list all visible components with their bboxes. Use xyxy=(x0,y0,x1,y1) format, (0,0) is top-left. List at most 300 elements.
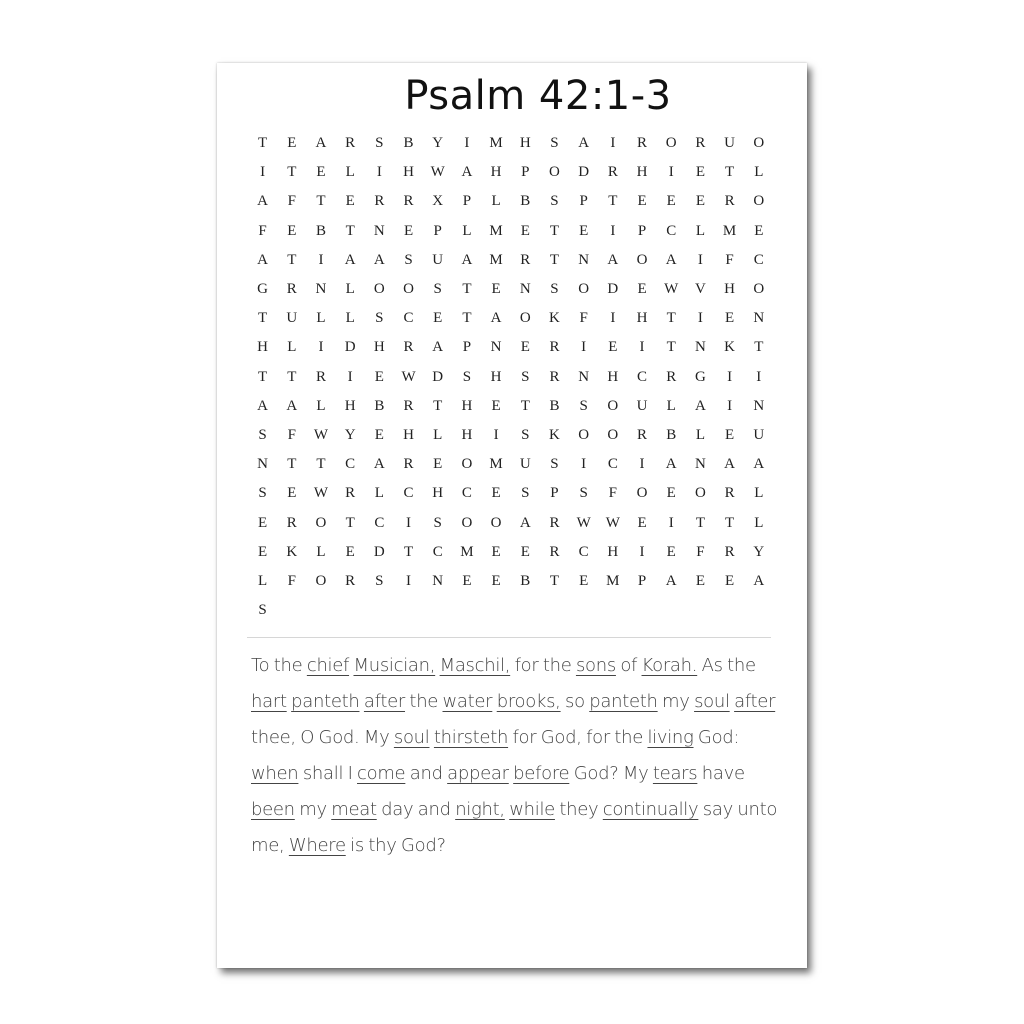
grid-letter: E xyxy=(754,222,764,239)
grid-letter: E xyxy=(491,543,501,560)
grid-letter: A xyxy=(724,456,736,473)
grid-letter: L xyxy=(433,426,443,443)
grid-letter: S xyxy=(258,426,267,443)
hidden-word: living xyxy=(647,727,694,748)
grid-letter: T xyxy=(666,310,676,327)
hidden-word: Maschil, xyxy=(439,655,511,676)
hidden-word: panteth xyxy=(291,691,360,712)
passage-text: say unto me, xyxy=(251,799,778,856)
hidden-word: when xyxy=(251,763,299,784)
grid-letter: I xyxy=(756,368,762,385)
grid-letter: S xyxy=(258,485,267,502)
grid-letter: F xyxy=(287,193,296,210)
word-search-grid xyxy=(248,129,773,625)
grid-letter: O xyxy=(403,281,414,298)
grid-letter: E xyxy=(637,193,647,210)
grid-letter: T xyxy=(666,339,676,356)
grid-letter: T xyxy=(287,456,297,473)
grid-letter: A xyxy=(461,164,473,181)
grid-letter: E xyxy=(403,222,414,239)
grid-letter: D xyxy=(373,543,385,560)
hidden-word: appear xyxy=(447,763,509,784)
grid-letter: A xyxy=(461,251,473,268)
grid-letter: N xyxy=(753,397,765,414)
grid-letter: O xyxy=(753,135,765,152)
grid-letter: S xyxy=(550,135,559,152)
grid-letter: R xyxy=(637,135,648,152)
grid-letter: O xyxy=(636,251,648,268)
grid-letter: S xyxy=(521,485,530,502)
grid-letter: O xyxy=(315,514,327,531)
grid-letter: H xyxy=(403,426,414,443)
grid-letter: T xyxy=(549,572,560,589)
grid-letter: S xyxy=(579,485,588,502)
grid-letter: I xyxy=(493,426,499,443)
grid-letter: E xyxy=(608,339,618,356)
grid-letter: T xyxy=(462,281,472,298)
grid-letter: O xyxy=(578,426,590,443)
grid-letter: L xyxy=(258,572,268,589)
grid-letter: S xyxy=(433,514,442,531)
grid-letter: A xyxy=(257,397,269,414)
passage-text: the xyxy=(405,691,443,712)
grid-letter: W xyxy=(430,164,445,181)
grid-letter: N xyxy=(432,572,444,589)
grid-letter: T xyxy=(258,135,268,152)
passage-text: so xyxy=(560,691,590,712)
hidden-word: soul xyxy=(694,691,730,712)
grid-letter: M xyxy=(460,543,474,560)
grid-letter: D xyxy=(432,368,444,385)
grid-letter: H xyxy=(403,164,414,181)
grid-letter: N xyxy=(490,339,502,356)
grid-letter: B xyxy=(549,397,560,414)
grid-letter: A xyxy=(315,135,327,152)
grid-letter: A xyxy=(490,310,502,327)
grid-letter: R xyxy=(403,193,414,210)
grid-letter: A xyxy=(665,572,677,589)
grid-letter: T xyxy=(725,164,735,181)
grid-letter: F xyxy=(287,572,296,589)
grid-letter: O xyxy=(461,514,473,531)
grid-letter: V xyxy=(694,281,706,298)
grid-letter: R xyxy=(345,572,356,589)
grid-letter: B xyxy=(315,222,326,239)
grid-letter: E xyxy=(462,572,472,589)
grid-letter: R xyxy=(724,485,735,502)
grid-letter: A xyxy=(578,135,590,152)
grid-letter: R xyxy=(374,193,385,210)
grid-letter: O xyxy=(461,456,473,473)
grid-letter: T xyxy=(549,251,560,268)
grid-letter: I xyxy=(639,543,645,560)
hidden-word: Korah. xyxy=(641,655,698,676)
grid-letter: E xyxy=(287,135,297,152)
grid-letter: H xyxy=(490,368,502,385)
grid-letter: N xyxy=(578,368,590,385)
grid-letter: O xyxy=(490,514,502,531)
grid-letter: K xyxy=(724,339,736,356)
grid-letter: B xyxy=(403,135,414,152)
passage-text: have xyxy=(697,763,745,784)
grid-letter: T xyxy=(287,368,297,385)
grid-letter: Y xyxy=(344,426,356,443)
grid-letter: O xyxy=(694,485,706,502)
passage-text: To the xyxy=(251,655,307,676)
hidden-word: tears xyxy=(652,763,698,784)
grid-letter: R xyxy=(549,339,560,356)
grid-letter: T xyxy=(258,310,268,327)
grid-letter: I xyxy=(668,164,674,181)
grid-letter: K xyxy=(549,426,560,443)
grid-letter: U xyxy=(753,426,765,443)
grid-letter: F xyxy=(725,251,734,268)
passage-text: As the xyxy=(697,655,756,676)
grid-letter: W xyxy=(313,426,329,443)
grid-letter: A xyxy=(665,456,677,473)
grid-letter: N xyxy=(753,310,765,327)
grid-letter: E xyxy=(345,543,355,560)
grid-letter: E xyxy=(433,456,443,473)
grid-letter: O xyxy=(636,485,648,502)
grid-letter: N xyxy=(694,456,706,473)
passage-text: they xyxy=(554,799,603,820)
grid-letter: A xyxy=(257,193,269,210)
grid-letter: C xyxy=(432,543,443,560)
grid-letter: H xyxy=(344,397,356,414)
grid-letter: A xyxy=(665,251,677,268)
grid-letter: N xyxy=(257,456,269,473)
grid-letter: U xyxy=(519,456,531,473)
grid-letter: S xyxy=(404,251,413,268)
grid-letter: L xyxy=(345,310,355,327)
grid-letter: T xyxy=(258,368,268,385)
passage-text: thee, O God. My xyxy=(251,727,394,748)
hidden-word: water xyxy=(442,691,493,712)
grid-letter: E xyxy=(695,164,705,181)
grid-letter: D xyxy=(344,339,356,356)
grid-letter: I xyxy=(727,368,733,385)
grid-letter: E xyxy=(725,310,735,327)
worksheet-page xyxy=(217,63,807,968)
grid-letter: I xyxy=(376,164,382,181)
grid-letter: C xyxy=(578,543,589,560)
hidden-word: meat xyxy=(331,799,377,820)
passage-text: of xyxy=(615,655,642,676)
grid-letter: W xyxy=(605,514,620,531)
grid-letter: B xyxy=(666,426,677,443)
grid-letter: N xyxy=(519,281,531,298)
grid-letter: S xyxy=(375,572,384,589)
grid-letter: O xyxy=(315,572,327,589)
grid-letter: W xyxy=(664,281,679,298)
grid-letter: G xyxy=(257,281,269,298)
grid-letter: R xyxy=(724,543,735,560)
grid-letter: L xyxy=(491,193,501,210)
grid-letter: U xyxy=(432,251,444,268)
grid-letter: I xyxy=(668,514,674,531)
passage-text: shall I xyxy=(298,763,358,784)
grid-letter: A xyxy=(607,251,619,268)
grid-letter: W xyxy=(401,368,416,385)
grid-letter: L xyxy=(345,164,355,181)
grid-letter: F xyxy=(258,222,267,239)
hidden-word: night, xyxy=(455,799,505,820)
grid-letter: C xyxy=(403,485,414,502)
grid-letter: N xyxy=(373,222,385,239)
grid-letter: E xyxy=(520,543,530,560)
grid-letter: E xyxy=(491,281,501,298)
hidden-word: thirsteth xyxy=(433,727,509,748)
grid-letter: S xyxy=(375,310,384,327)
grid-letter: H xyxy=(490,164,502,181)
divider xyxy=(247,637,771,638)
grid-letter: A xyxy=(753,572,765,589)
grid-letter: P xyxy=(637,572,647,589)
grid-letter: L xyxy=(666,397,676,414)
grid-letter: P xyxy=(521,164,530,181)
grid-letter: P xyxy=(550,485,559,502)
grid-letter: R xyxy=(403,456,414,473)
grid-letter: L xyxy=(345,281,355,298)
grid-letter: T xyxy=(433,397,443,414)
grid-letter: U xyxy=(724,135,736,152)
passage-text: for the xyxy=(510,655,576,676)
grid-letter: D xyxy=(578,164,590,181)
grid-letter: E xyxy=(491,572,501,589)
grid-letter: E xyxy=(725,426,735,443)
grid-letter: L xyxy=(316,397,326,414)
grid-letter: L xyxy=(754,164,764,181)
grid-letter: T xyxy=(520,397,530,414)
grid-letter: I xyxy=(318,251,324,268)
grid-letter: I xyxy=(610,222,616,239)
grid-letter: E xyxy=(491,485,501,502)
grid-letter: S xyxy=(579,397,588,414)
grid-letter: A xyxy=(373,456,385,473)
grid-letter: S xyxy=(550,456,559,473)
grid-letter: T xyxy=(403,543,414,560)
grid-letter: E xyxy=(258,514,268,531)
grid-letter: F xyxy=(579,310,588,327)
grid-letter: O xyxy=(753,193,765,210)
passage-text: is thy God? xyxy=(345,835,446,856)
grid-letter: A xyxy=(344,251,356,268)
grid-letter: H xyxy=(257,339,269,356)
grid-letter: F xyxy=(608,485,618,502)
grid-letter: L xyxy=(287,339,297,356)
grid-letter: R xyxy=(520,251,531,268)
grid-letter: E xyxy=(666,193,676,210)
passage-text: and xyxy=(405,763,448,784)
grid-letter: A xyxy=(286,397,298,414)
hidden-word: chief xyxy=(306,655,350,676)
grid-letter: E xyxy=(579,572,589,589)
scripture-passage xyxy=(251,648,781,864)
grid-letter: E xyxy=(433,310,443,327)
grid-letter: C xyxy=(753,251,764,268)
hidden-word: before xyxy=(513,763,570,784)
grid-letter: N xyxy=(694,339,706,356)
grid-letter: S xyxy=(550,281,559,298)
hidden-word: Where xyxy=(288,835,346,856)
grid-letter: M xyxy=(722,222,737,239)
grid-letter: N xyxy=(578,251,590,268)
grid-letter: E xyxy=(695,193,705,210)
grid-letter: E xyxy=(345,193,355,210)
grid-letter: E xyxy=(316,164,326,181)
grid-letter: P xyxy=(637,222,647,239)
grid-letter: U xyxy=(636,397,648,414)
grid-letter: L xyxy=(316,543,326,560)
grid-letter: C xyxy=(345,456,356,473)
grid-letter: H xyxy=(636,164,648,181)
grid-letter: A xyxy=(753,456,765,473)
grid-letter: L xyxy=(754,485,764,502)
grid-letter: E xyxy=(725,572,735,589)
grid-letter: S xyxy=(462,368,472,385)
grid-letter: B xyxy=(520,572,531,589)
passage-text: for God, for the xyxy=(508,727,648,748)
grid-letter: T xyxy=(316,193,326,210)
grid-letter: H xyxy=(432,485,444,502)
grid-letter: E xyxy=(637,514,647,531)
grid-letter: Y xyxy=(753,543,765,560)
grid-letter: R xyxy=(286,514,297,531)
grid-letter: I xyxy=(639,339,645,356)
grid-letter: T xyxy=(287,251,297,268)
grid-letter: B xyxy=(520,193,531,210)
grid-letter: I xyxy=(406,514,412,531)
grid-letter: T xyxy=(754,339,764,356)
grid-letter: A xyxy=(373,251,385,268)
hidden-word: after xyxy=(363,691,406,712)
grid-letter: L xyxy=(316,310,326,327)
grid-letter: I xyxy=(406,572,412,589)
grid-letter: E xyxy=(287,485,297,502)
grid-letter: R xyxy=(549,514,560,531)
passage-text: God? My xyxy=(569,763,653,784)
grid-letter: I xyxy=(639,456,645,473)
grid-letter: T xyxy=(345,222,355,239)
grid-letter: I xyxy=(697,310,703,327)
grid-letter: C xyxy=(666,222,677,239)
grid-letter: R xyxy=(724,193,735,210)
hidden-word: continually xyxy=(602,799,699,820)
grid-letter: T xyxy=(345,514,355,531)
grid-letter: A xyxy=(257,251,269,268)
grid-letter: R xyxy=(549,543,560,560)
grid-letter: G xyxy=(694,368,706,385)
grid-letter: R xyxy=(695,135,706,152)
grid-letter: S xyxy=(550,193,559,210)
grid-letter: S xyxy=(433,281,442,298)
grid-letter: H xyxy=(373,339,385,356)
grid-letter: P xyxy=(579,193,588,210)
grid-letter: S xyxy=(521,368,530,385)
grid-letter: L xyxy=(695,426,705,443)
grid-letter: I xyxy=(697,251,703,268)
grid-letter: R xyxy=(549,368,560,385)
grid-letter: M xyxy=(489,135,503,152)
grid-letter: E xyxy=(695,572,705,589)
hidden-word: hart xyxy=(251,691,287,712)
grid-letter: E xyxy=(491,397,501,414)
hidden-word: panteth xyxy=(589,691,658,712)
passage-text: my xyxy=(294,799,332,820)
grid-letter: T xyxy=(725,514,735,531)
grid-letter: L xyxy=(695,222,705,239)
hidden-word: soul xyxy=(393,727,430,748)
grid-letter: T xyxy=(608,193,618,210)
grid-letter: M xyxy=(606,572,620,589)
passage-text: my xyxy=(657,691,695,712)
grid-letter: L xyxy=(374,485,384,502)
grid-letter: E xyxy=(579,222,589,239)
grid-letter: K xyxy=(549,310,560,327)
grid-letter: L xyxy=(754,514,764,531)
grid-letter: W xyxy=(576,514,591,531)
grid-letter: E xyxy=(520,339,530,356)
grid-letter: M xyxy=(489,251,503,268)
grid-letter: T xyxy=(462,310,472,327)
grid-letter: L xyxy=(462,222,472,239)
grid-letter: N xyxy=(315,281,327,298)
grid-letter: I xyxy=(581,456,587,473)
grid-letter: X xyxy=(432,193,444,210)
grid-letter: E xyxy=(287,222,297,239)
grid-letter: E xyxy=(666,485,676,502)
grid-letter: U xyxy=(286,310,298,327)
grid-letter: R xyxy=(286,281,297,298)
grid-letter: I xyxy=(464,135,470,152)
grid-letter: H xyxy=(461,426,473,443)
grid-letter: T xyxy=(695,514,705,531)
grid-letter: S xyxy=(521,426,530,443)
grid-letter: C xyxy=(403,310,414,327)
grid-letter: R xyxy=(403,339,414,356)
grid-letter: P xyxy=(433,222,442,239)
grid-letter: I xyxy=(318,339,324,356)
grid-letter: M xyxy=(489,222,503,239)
grid-letter: E xyxy=(520,222,530,239)
grid-letter: M xyxy=(489,456,503,473)
grid-letter: O xyxy=(665,135,677,152)
grid-letter: F xyxy=(696,543,705,560)
grid-letter: S xyxy=(375,135,384,152)
grid-letter: C xyxy=(607,456,618,473)
hidden-word: while xyxy=(509,799,555,820)
passage-text: God: xyxy=(693,727,740,748)
grid-letter: H xyxy=(636,310,648,327)
grid-letter: O xyxy=(753,281,765,298)
grid-letter: S xyxy=(258,602,267,619)
grid-letter: T xyxy=(316,456,326,473)
grid-letter: I xyxy=(610,135,616,152)
grid-letter: H xyxy=(519,135,531,152)
grid-letter: E xyxy=(258,543,268,560)
grid-letter: R xyxy=(607,164,618,181)
hidden-word: Musician, xyxy=(353,655,436,676)
grid-letter: T xyxy=(287,164,297,181)
grid-letter: P xyxy=(462,339,472,356)
hidden-word: come xyxy=(357,763,406,784)
grid-letter: R xyxy=(345,485,356,502)
grid-letter: O xyxy=(549,164,560,181)
grid-letter: E xyxy=(666,543,676,560)
grid-letter: B xyxy=(374,397,385,414)
grid-letter: R xyxy=(403,397,414,414)
